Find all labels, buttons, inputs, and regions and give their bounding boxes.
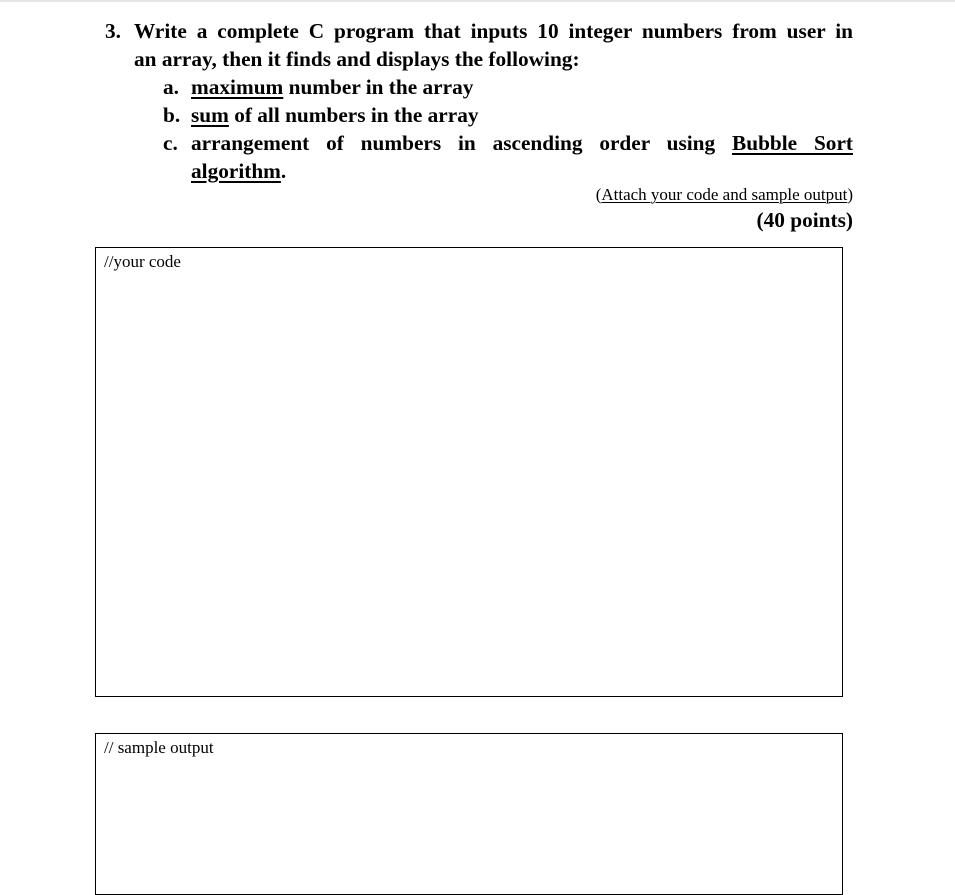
list-item (163, 129, 853, 185)
item-letter: c. (163, 131, 178, 155)
question-line-1: Write a complete C program that inputs 10 integer numbers from user in (134, 19, 853, 43)
item-keyword: Bubble Sort (732, 131, 853, 155)
points-label: (40 points) (756, 208, 853, 232)
sample-output-box[interactable] (95, 733, 843, 895)
attach-note: (Attach your code and sample output) (595, 185, 853, 204)
question-number: 3. (105, 19, 121, 43)
list-item (163, 101, 853, 129)
item-text: arrangement of numbers in ascending order using (191, 131, 733, 155)
code-box-label: //your code (104, 252, 181, 271)
item-keyword: sum (191, 103, 229, 127)
item-keyword: algorithm (191, 159, 281, 183)
code-answer-box[interactable] (95, 247, 843, 697)
item-letter: b. (163, 103, 181, 127)
list-item (163, 73, 853, 101)
item-letter: a. (163, 75, 179, 99)
item-text: . (280, 159, 287, 183)
output-box-label: // sample output (104, 738, 214, 757)
item-text: number in the array (283, 75, 474, 99)
question-line-2: an array, then it finds and displays the following: (134, 47, 580, 71)
item-keyword: maximum (191, 75, 284, 99)
question-items (163, 73, 853, 185)
question-3 (105, 17, 853, 185)
item-text: of all numbers in the array (228, 103, 479, 127)
question-stem (105, 17, 853, 73)
page-top-edge (0, 0, 955, 2)
